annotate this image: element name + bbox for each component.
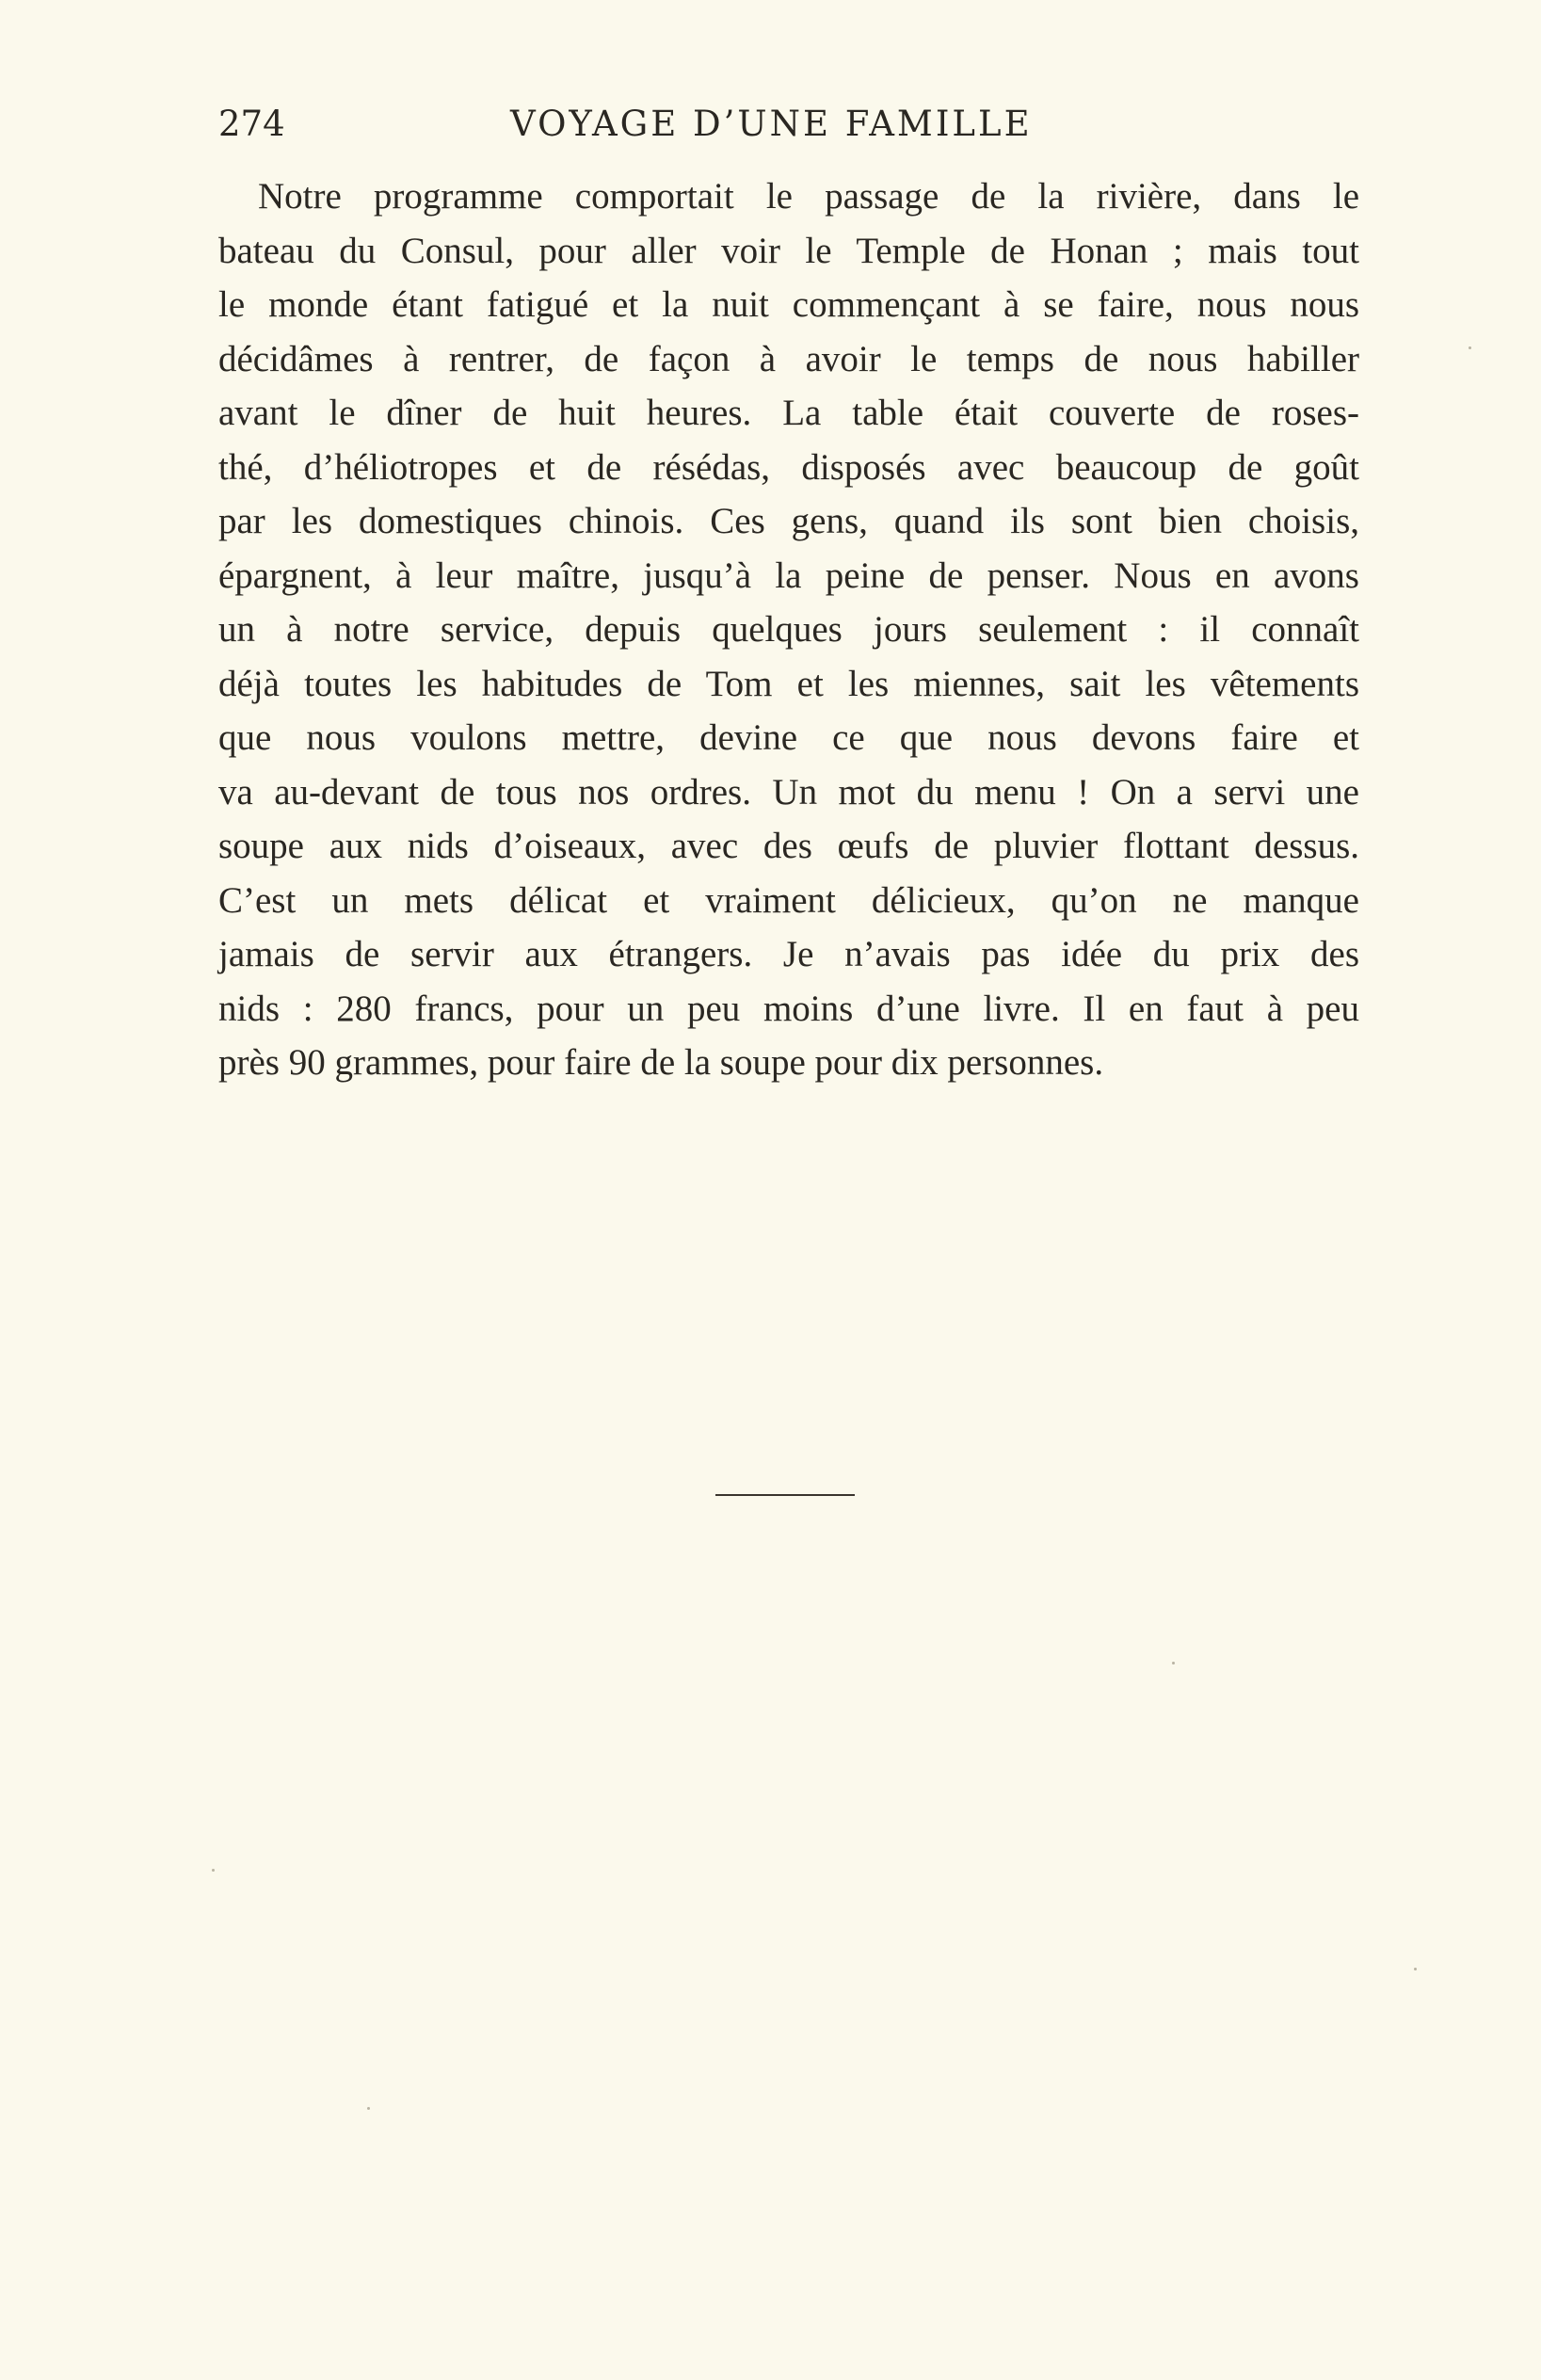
text-line: nids : 280 francs, pour un peu moins d’une livre. Il en faut à peu — [218, 988, 1359, 1029]
paragraph — [218, 169, 1359, 1090]
chapter-end-rule — [715, 1494, 855, 1496]
page-number: 274 — [218, 104, 285, 144]
text-line: un à notre service, depuis quelques jours seulement : il connaît — [218, 609, 1359, 650]
text-line: C’est un mets délicat et vraiment délicieux, qu’on ne manque — [218, 879, 1359, 921]
text-line: bateau du Consul, pour aller voir le Temple de Honan ; mais tout — [218, 230, 1359, 271]
text-line: va au-devant de tous nos ordres. Un mot du menu ! On a servi une — [218, 771, 1359, 812]
text-line: décidâmes à rentrer, de façon à avoir le temps de nous habiller — [218, 338, 1359, 379]
text-line: épargnent, à leur maître, jusqu’à la peine de penser. Nous en avons — [218, 555, 1359, 596]
paper-speck — [367, 2107, 370, 2110]
paper-speck — [1172, 1662, 1175, 1664]
text-line: déjà toutes les habitudes de Tom et les miennes, sait les vêtements — [218, 663, 1359, 704]
running-title: VOYAGE D’UNE FAMILLE — [510, 104, 1033, 144]
paper-speck — [212, 1869, 215, 1872]
text-line: thé, d’héliotropes et de résédas, disposés avec beaucoup de goût — [218, 446, 1359, 488]
text-line: le monde étant fatigué et la nuit commençant à se faire, nous nous — [218, 284, 1359, 325]
text-line: jamais de servir aux étrangers. Je n’avais pas idée du prix des — [218, 934, 1359, 974]
text-line: soupe aux nids d’oiseaux, avec des œufs de pluvier flottant dessus. — [218, 826, 1359, 866]
text-line: près 90 grammes, pour faire de la soupe pour dix personnes. — [218, 1042, 1104, 1083]
text-line: Notre programme comportait le passage de la rivière, dans le — [258, 176, 1359, 217]
text-line: par les domestiques chinois. Ces gens, quand ils sont bien choisis, — [218, 501, 1359, 541]
paper-speck — [1469, 346, 1471, 349]
text-line: avant le dîner de huit heures. La table était couverte de roses- — [218, 393, 1359, 433]
paper-speck — [1414, 1968, 1417, 1970]
text-line: que nous voulons mettre, devine ce que nous devons faire et — [218, 717, 1359, 758]
running-head — [218, 96, 1359, 153]
